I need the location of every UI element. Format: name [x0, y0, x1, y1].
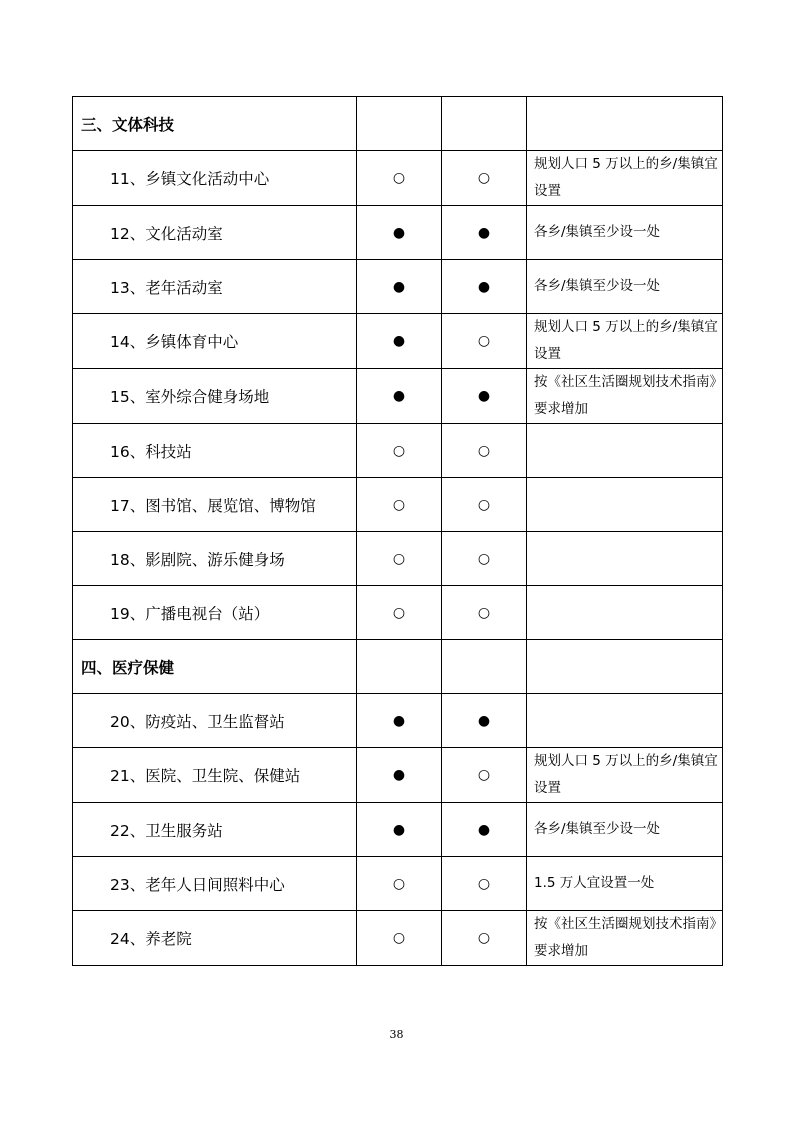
mark-b — [442, 97, 527, 151]
table-row — [73, 694, 723, 748]
section-row — [73, 640, 723, 694]
mark-a: ● — [357, 369, 442, 424]
table-row — [73, 478, 723, 532]
note: 1.5 万人宜设置一处 — [527, 857, 723, 911]
mark-b: ○ — [442, 748, 527, 803]
mark-a: ○ — [357, 424, 442, 478]
note — [527, 97, 723, 151]
table-row — [73, 748, 723, 803]
note: 规划人口 5 万以上的乡/集镇宜设置 — [527, 314, 723, 369]
table-row — [73, 532, 723, 586]
item-name: 24、养老院 — [73, 911, 357, 966]
note — [527, 586, 723, 640]
note — [527, 640, 723, 694]
note — [527, 532, 723, 586]
mark-b: ● — [442, 206, 527, 260]
item-name: 20、防疫站、卫生监督站 — [73, 694, 357, 748]
mark-a: ● — [357, 748, 442, 803]
item-name: 21、医院、卫生院、保健站 — [73, 748, 357, 803]
mark-a — [357, 97, 442, 151]
mark-a: ● — [357, 803, 442, 857]
item-name: 14、乡镇体育中心 — [73, 314, 357, 369]
mark-a: ○ — [357, 857, 442, 911]
note: 各乡/集镇至少设一处 — [527, 803, 723, 857]
mark-a: ○ — [357, 911, 442, 966]
mark-b: ● — [442, 260, 527, 314]
note: 规划人口 5 万以上的乡/集镇宜设置 — [527, 748, 723, 803]
page-number: 38 — [389, 1028, 404, 1041]
item-name: 22、卫生服务站 — [73, 803, 357, 857]
item-name: 17、图书馆、展览馆、博物馆 — [73, 478, 357, 532]
note: 按《社区生活圈规划技术指南》要求增加 — [527, 369, 723, 424]
mark-b: ○ — [442, 424, 527, 478]
note — [527, 694, 723, 748]
mark-b: ○ — [442, 314, 527, 369]
mark-a: ● — [357, 314, 442, 369]
mark-b: ○ — [442, 586, 527, 640]
note: 规划人口 5 万以上的乡/集镇宜设置 — [527, 151, 723, 206]
mark-a — [357, 640, 442, 694]
table-row — [73, 369, 723, 424]
facility-table — [72, 96, 723, 966]
mark-b: ○ — [442, 911, 527, 966]
mark-a: ○ — [357, 532, 442, 586]
mark-b: ○ — [442, 151, 527, 206]
mark-a: ○ — [357, 478, 442, 532]
item-name: 23、老年人日间照料中心 — [73, 857, 357, 911]
note — [527, 478, 723, 532]
table-row — [73, 260, 723, 314]
note: 各乡/集镇至少设一处 — [527, 260, 723, 314]
item-name: 19、广播电视台（站） — [73, 586, 357, 640]
table-row — [73, 206, 723, 260]
mark-b: ● — [442, 694, 527, 748]
item-name: 12、文化活动室 — [73, 206, 357, 260]
mark-b: ● — [442, 803, 527, 857]
mark-b: ● — [442, 369, 527, 424]
mark-b: ○ — [442, 857, 527, 911]
note: 按《社区生活圈规划技术指南》要求增加 — [527, 911, 723, 966]
mark-a: ● — [357, 260, 442, 314]
item-name: 15、室外综合健身场地 — [73, 369, 357, 424]
section-row — [73, 97, 723, 151]
table-row — [73, 911, 723, 966]
section-title: 三、文体科技 — [73, 97, 357, 151]
note — [527, 424, 723, 478]
item-name: 13、老年活动室 — [73, 260, 357, 314]
mark-a: ○ — [357, 586, 442, 640]
table-row — [73, 151, 723, 206]
mark-a: ● — [357, 694, 442, 748]
mark-b: ○ — [442, 532, 527, 586]
table-row — [73, 857, 723, 911]
item-name: 11、乡镇文化活动中心 — [73, 151, 357, 206]
mark-a: ● — [357, 206, 442, 260]
table-row — [73, 586, 723, 640]
note: 各乡/集镇至少设一处 — [527, 206, 723, 260]
mark-b: ○ — [442, 478, 527, 532]
table-row — [73, 803, 723, 857]
item-name: 18、影剧院、游乐健身场 — [73, 532, 357, 586]
section-title: 四、医疗保健 — [73, 640, 357, 694]
mark-b — [442, 640, 527, 694]
table-row — [73, 424, 723, 478]
mark-a: ○ — [357, 151, 442, 206]
table-row — [73, 314, 723, 369]
item-name: 16、科技站 — [73, 424, 357, 478]
